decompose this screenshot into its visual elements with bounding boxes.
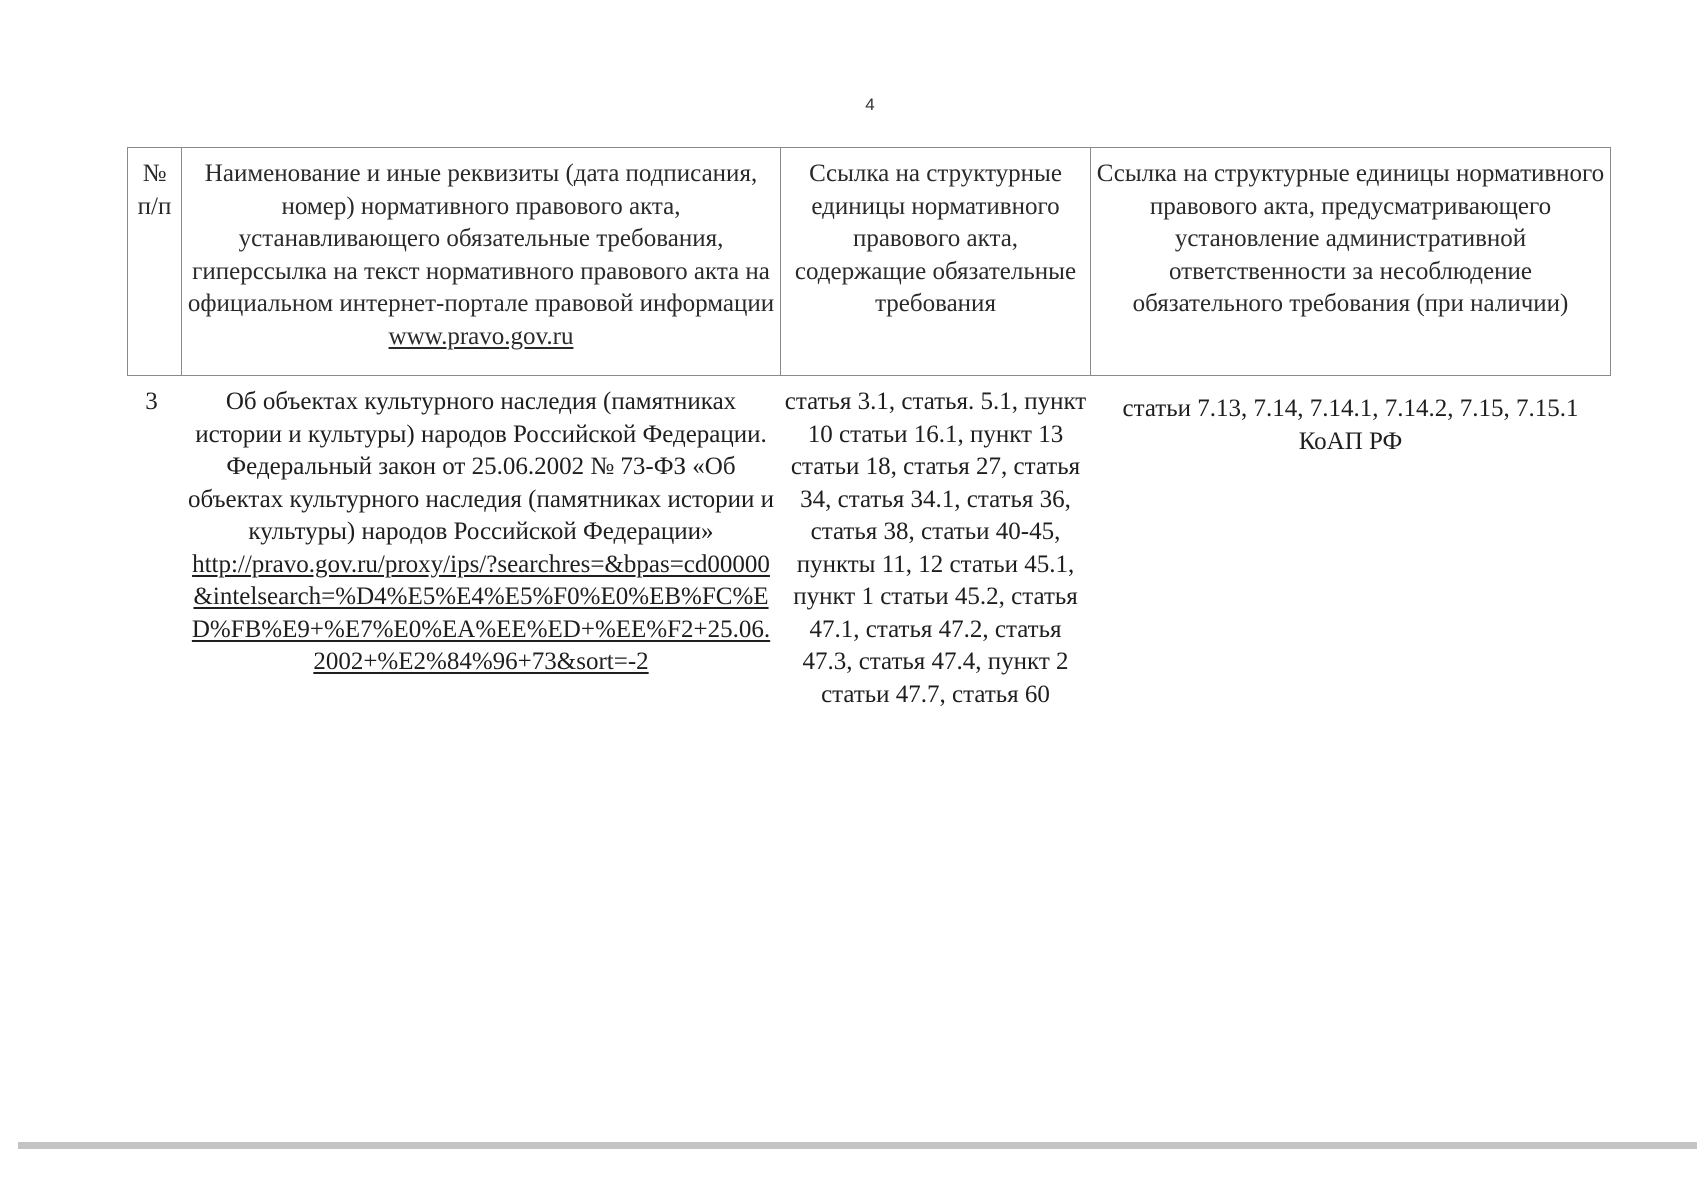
header-liability-units: Ссылка на структурные единицы нормативного правового акта, предусматривающего установление административной ответственности за несоблюдение обязательного требования (при наличии) (1091, 148, 1611, 376)
page-number: 4 (865, 95, 875, 114)
act-title: Об объектах культурного наследия (памятниках истории и культуры) народов Российской Федерации. Федеральный закон от 25.06.2002 № 73-ФЗ «Об объектах культурного наследия (памятниках истории и культуры) народов Российской Федерации» (187, 388, 775, 545)
requirements-table (127, 147, 1611, 711)
header-structural-units: Ссылка на структурные единицы нормативного правового акта, содержащие обязательные требования (781, 148, 1091, 376)
header-act-details-text: Наименование и иные реквизиты (дата подписания, номер) нормативного правового акта, устанавливающего обязательные требования, гиперссылка на текст нормативного правового акта на официальном интернет-портале правовой информации (187, 160, 775, 317)
header-row (128, 148, 1611, 376)
act-url-link[interactable]: http://pravo.gov.ru/proxy/ips/?searchres=&bpas=cd00000&intelsearch=%D4%E5%E4%E5%F0%E0%EB%FC%ED%FB%E9+%E7%E0%EA%EE%ED+%EE%F2+25.06.2002+%E2%84%96+73&sort=-2 (191, 550, 771, 675)
row-articles: статья 3.1, статья. 5.1, пункт 10 статьи 16.1, пункт 13 статьи 18, статья 27, статья 34, статья 34.1, статья 36, статья 38, статьи 40-45, пункты 11, 12 статьи 45.1, пункт 1 статьи 45.2, статья 47.1, статья 47.2, статья 47.3, статья 47.4, пункт 2 статьи 47.7, статья 60 (784, 388, 1087, 708)
portal-link[interactable]: www.pravo.gov.ru (388, 322, 574, 350)
table-header (128, 148, 1611, 376)
row-penalties: статьи 7.13, 7.14, 7.14.1, 7.14.2, 7.15, 7.15.1 КоАП РФ (1122, 395, 1579, 455)
row-act (182, 376, 781, 712)
scan-edge-divider (18, 1142, 1697, 1149)
table-body (128, 376, 1611, 712)
row-number: 3 (145, 388, 158, 415)
header-act-details (182, 148, 781, 376)
header-number: № п/п (128, 148, 182, 376)
table-row (128, 376, 1611, 712)
